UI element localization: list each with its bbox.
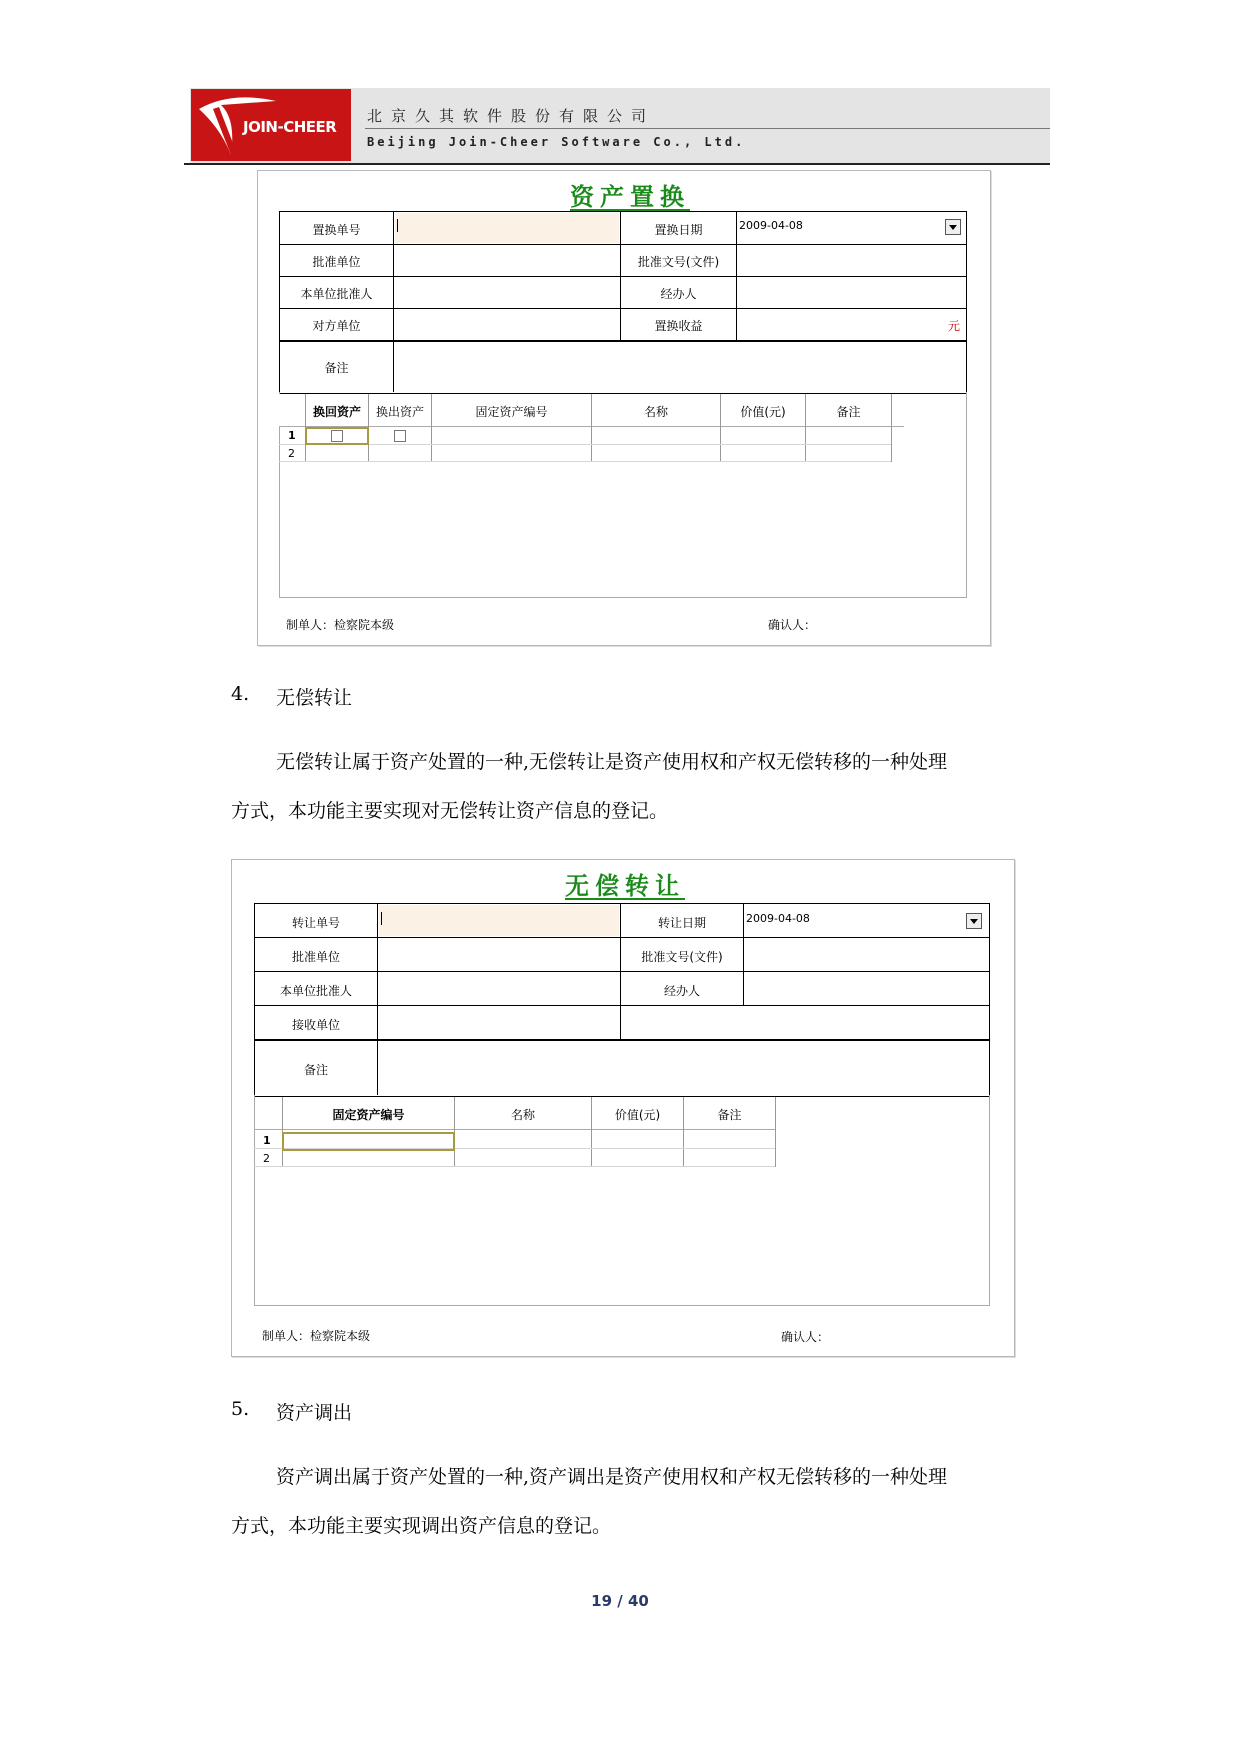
header-divider (365, 128, 1050, 129)
exchange-no-label: 置换单号 (312, 223, 361, 237)
company-logo (191, 89, 351, 161)
logo-text: JOIN-CHEER (243, 118, 337, 136)
col-header[interactable]: 固定资产编号 (332, 1108, 405, 1122)
section-heading: 资产调出 (276, 1402, 353, 1424)
handler-label: 经办人 (660, 287, 697, 301)
col-header[interactable]: 换出资产 (375, 405, 424, 419)
col-header[interactable]: 价值(元) (740, 405, 786, 419)
section-number: 4. (231, 683, 250, 705)
col-header[interactable]: 换回资产 (312, 405, 361, 419)
chevron-down-icon[interactable] (966, 913, 982, 929)
return-asset-checkbox[interactable] (331, 430, 343, 442)
col-header[interactable]: 备注 (717, 1108, 742, 1122)
approve-unit-label: 批准单位 (291, 950, 340, 964)
remark-label: 备注 (324, 361, 349, 375)
section-heading: 无偿转让 (276, 687, 353, 709)
exchange-date-value[interactable]: 2009-04-08 (739, 219, 803, 232)
maker-label: 制单人：检察院本级 (262, 1329, 371, 1343)
maker-label: 制单人：检察院本级 (286, 618, 395, 632)
transfer-date-label: 转让日期 (657, 916, 706, 930)
approver-label: 本单位批准人 (279, 984, 352, 998)
col-header[interactable]: 价值(元) (614, 1108, 661, 1122)
row-number: 2 (263, 1152, 270, 1165)
approve-doc-label: 批准文号(文件) (641, 950, 723, 964)
confirm-label: 确认人： (768, 618, 817, 632)
income-label: 置换收益 (654, 319, 703, 333)
text-caret (381, 912, 382, 925)
transfer-date-value[interactable]: 2009-04-08 (746, 912, 810, 925)
approve-doc-label: 批准文号(文件) (637, 255, 720, 269)
outgoing-asset-checkbox[interactable] (394, 430, 406, 442)
paragraph-line: 方式，本功能主要实现调出资产信息的登记。 (231, 1515, 612, 1537)
free-transfer-form (231, 859, 1015, 1357)
remark-label: 备注 (303, 1063, 328, 1077)
approve-unit-label: 批准单位 (312, 255, 361, 269)
col-header[interactable]: 名称 (643, 405, 668, 419)
confirm-label: 确认人： (781, 1330, 830, 1344)
chevron-down-icon[interactable] (945, 219, 961, 235)
col-header[interactable]: 名称 (510, 1108, 535, 1122)
exchange-no-input[interactable] (395, 213, 619, 243)
transfer-no-input[interactable] (379, 905, 619, 936)
section-number: 5. (231, 1398, 250, 1420)
receiver-label: 接收单位 (291, 1018, 340, 1032)
company-name-en: Beijing Join-Cheer Software Co., Ltd. (367, 135, 746, 149)
paragraph-line: 无偿转让属于资产处置的一种,无偿转让是资产使用权和产权无偿转移的一种处理 (276, 751, 948, 773)
exchange-date-label: 置换日期 (654, 223, 703, 237)
row-number: 2 (288, 447, 295, 460)
paragraph-line: 方式，本功能主要实现对无偿转让资产信息的登记。 (231, 800, 669, 822)
text-caret (397, 219, 398, 232)
counterparty-label: 对方单位 (312, 319, 361, 333)
handler-label: 经办人 (663, 984, 700, 998)
selected-cell[interactable] (282, 1132, 455, 1151)
page-number: 19 / 40 (591, 1592, 649, 1610)
approver-label: 本单位批准人 (300, 287, 373, 301)
asset-exchange-form (257, 170, 991, 646)
paragraph-line: 资产调出属于资产处置的一种,资产调出是资产使用权和产权无偿转移的一种处理 (276, 1466, 948, 1488)
income-unit: 元 (948, 319, 961, 333)
col-header[interactable]: 备注 (836, 405, 861, 419)
col-header[interactable]: 固定资产编号 (475, 405, 548, 419)
row-number: 1 (288, 429, 296, 442)
form-title: 资产置换 (570, 182, 690, 211)
header-rule (184, 163, 1050, 165)
transfer-no-label: 转让单号 (291, 916, 340, 930)
form-title: 无偿转让 (565, 871, 685, 900)
row-number: 1 (263, 1134, 271, 1147)
company-name-cn: 北京久其软件股份有限公司 (367, 107, 656, 125)
